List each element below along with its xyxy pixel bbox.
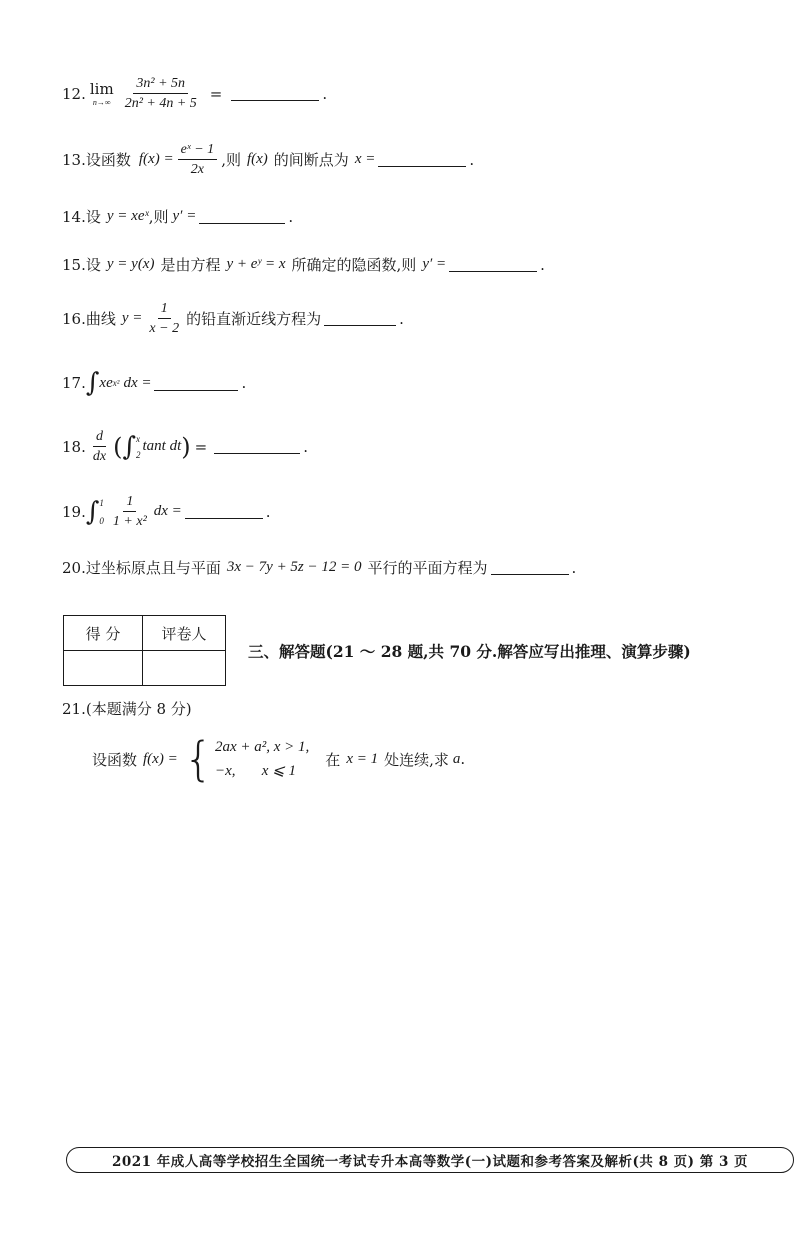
answer-blank[interactable] xyxy=(154,376,238,391)
question-number: 16. xyxy=(62,309,86,328)
question-15: 15. 设 y = y(x) 是由方程 y + eʸ = x 所确定的隐函数,则 y′ = . xyxy=(62,255,545,274)
question-14: 14. 设 y = xeˣ ,则 y′ = . xyxy=(62,207,294,226)
piecewise-function: { 2ax + a², x > 1, −x, x ⩽ 1 xyxy=(183,732,310,786)
answer-blank[interactable] xyxy=(449,257,537,272)
question-16: 16. 曲线 y = $\frac{1}{x - 2}$ 的铅直渐近线方程为 . xyxy=(62,301,404,336)
question-number: 13. xyxy=(62,150,86,169)
answer-blank[interactable] xyxy=(378,152,466,167)
section-title: 三、解答题(21 ～ 28 题,共 70 分.解答应写出推理、演算步骤) xyxy=(248,642,691,661)
question-18: 18. $\frac{d}{dx}$ ( ∫ x 2 tant dt ) = . xyxy=(62,429,308,464)
question-19: 19. ∫ 1 0 $\frac{1}{\text{1 + x²}}$ dx = . xyxy=(62,494,271,529)
question-number: 21. xyxy=(62,699,86,718)
score-header: 得 分 xyxy=(64,616,143,651)
question-number: 19. xyxy=(62,502,86,521)
integral-sign: ∫ xyxy=(122,431,136,462)
question-17: 17. ∫ xe x² dx = . xyxy=(62,368,247,398)
integral-sign: ∫ xyxy=(85,496,100,527)
answer-blank[interactable] xyxy=(324,311,396,326)
limit-operator: lim n→∞ xyxy=(89,80,114,107)
grader-cell[interactable] xyxy=(143,651,226,686)
question-12: 12. lim n→∞ $\frac{\text{3n² + 5n}}{\text{2n² + 4n + 5}}$ = . xyxy=(62,76,328,111)
question-number: 12. xyxy=(62,84,86,103)
fraction: $\frac{\text{3n² + 5n}}{\text{2n² + 4n + 5}}$ xyxy=(124,76,197,111)
question-21-body: 设函数 f(x) = { 2ax + a², x > 1, −x, x ⩽ 1 在 x = 1 处连续,求 a . xyxy=(92,732,466,786)
score-cell[interactable] xyxy=(64,651,143,686)
question-number: 17. xyxy=(62,374,86,392)
score-table xyxy=(63,615,226,686)
answer-blank[interactable] xyxy=(491,560,569,575)
integral-sign: ∫ xyxy=(85,368,100,398)
page-footer: 2021 年成人高等学校招生全国统一考试专升本高等数学(一)试题和参考答案及解析(共 8 页) 第 3 页 xyxy=(66,1147,794,1173)
question-number: 14. xyxy=(62,207,86,226)
answer-blank[interactable] xyxy=(185,504,263,519)
derivative-operator: $\frac{d}{dx}$ xyxy=(92,429,107,464)
fraction: $\frac{1}{\text{1 + x²}}$ xyxy=(112,494,147,529)
question-number: 20. xyxy=(62,558,86,577)
fraction: $\frac{\text{eˣ − 1}}{2x}$ xyxy=(178,141,218,178)
brace-icon: { xyxy=(183,732,213,786)
question-20: 20. 过坐标原点且与平面 3x − 7y + 5z − 12 = 0 平行的平面方程为 . xyxy=(62,558,577,577)
grader-header: 评卷人 xyxy=(143,616,226,651)
question-13: 13. 设函数 f(x) = $\frac{\text{eˣ − 1}}{2x}$ ,则 f(x) 的间断点为 x = . xyxy=(62,142,475,177)
answer-blank[interactable] xyxy=(231,86,319,101)
question-number: 15. xyxy=(62,255,86,274)
answer-blank[interactable] xyxy=(199,209,285,224)
answer-blank[interactable] xyxy=(214,439,300,454)
question-number: 18. xyxy=(62,437,86,456)
fraction: $\frac{1}{x - 2}$ xyxy=(149,301,180,336)
question-21-header: 21. (本题满分 8 分) xyxy=(62,699,192,718)
